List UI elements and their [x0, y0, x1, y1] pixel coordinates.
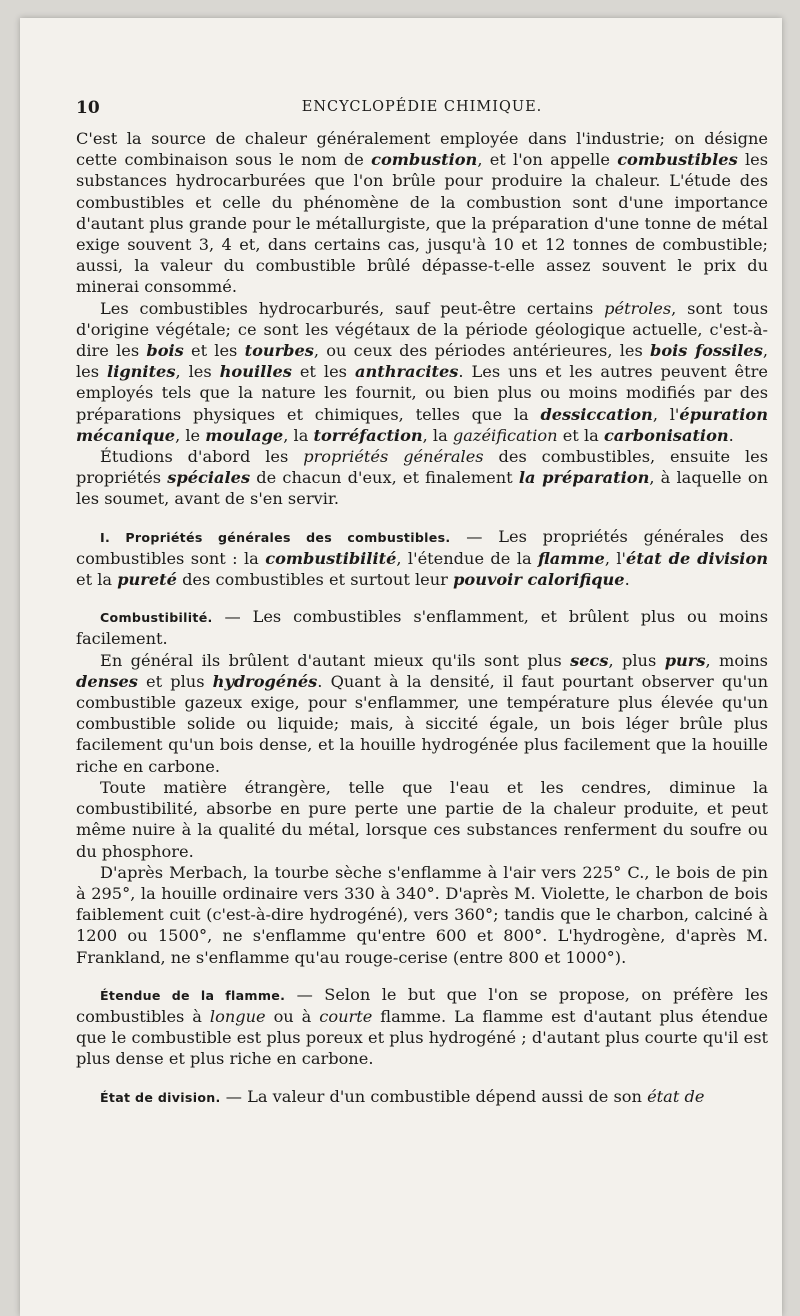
- text-run: de chacun d'eux, et finalement: [250, 468, 519, 488]
- emphasized-term: torréfaction: [313, 425, 423, 445]
- emphasized-term: combustibles: [617, 150, 738, 170]
- text-run: Étudions d'abord les: [100, 447, 304, 467]
- emphasized-term: houilles: [219, 362, 292, 382]
- emphasized-term: la préparation: [518, 468, 650, 488]
- header-title: ENCYCLOPÉDIE CHIMIQUE.: [301, 99, 543, 115]
- paragraph-p2: [76, 298, 768, 446]
- text-run: En général ils brûlent d'autant mieux qu'ils sont plus: [100, 650, 571, 670]
- emphasized-term: lignites: [107, 362, 176, 382]
- text-run: , la: [422, 425, 453, 445]
- paragraph-p8: [76, 862, 768, 968]
- text-run: .: [728, 425, 734, 445]
- italic-term: longue: [209, 1006, 266, 1026]
- emphasized-term: flamme: [538, 548, 605, 568]
- paragraph-p1: [76, 128, 768, 298]
- emphasized-term: moulage: [205, 425, 284, 445]
- italic-term: propriétés générales: [303, 447, 484, 467]
- emphasized-term: spéciales: [167, 468, 251, 488]
- paragraph-p4: [76, 526, 768, 591]
- text-run: .: [624, 570, 630, 590]
- text-run: et la: [76, 570, 118, 590]
- emphasized-term: secs: [570, 650, 609, 670]
- section-heading: Étendue de la flamme.: [100, 987, 286, 1003]
- text-run: . Quant à la densité, il faut pourtant observer qu'un combustible gazeux exige, pour s'enflammer, une température plus élevée qu'un combustible solide ou liquide; mais, à siccité égale, un bois léger brûle plus facilement qu'un bois dense, et la houille hydrogénée plus facilement que la houille riche en carbone.: [76, 671, 768, 776]
- text-run: , l': [652, 404, 680, 424]
- emphasized-term: purs: [664, 650, 706, 670]
- text-run: , l'étendue de la: [396, 548, 538, 568]
- page: [20, 18, 782, 1316]
- text-run: , l': [604, 548, 627, 568]
- section-heading: I. Propriétés générales des combustibles.: [100, 529, 451, 545]
- text-run: des combustibles et surtout leur: [176, 570, 454, 590]
- emphasized-term: pouvoir calorifique: [453, 570, 625, 590]
- emphasized-term: carbonisation: [603, 425, 729, 445]
- emphasized-term: hydrogénés: [212, 671, 318, 691]
- text-run: — La valeur d'un combustible dépend aussi de son: [220, 1086, 648, 1106]
- paragraph-p6: [76, 650, 768, 777]
- emphasized-term: épuration mécanique: [76, 404, 768, 445]
- text-run: , la: [283, 425, 314, 445]
- section-heading: Combustibilité.: [100, 610, 213, 626]
- text-run: — Les combustibles s'enflamment, et brûlent plus ou moins facilement.: [76, 607, 768, 649]
- text-run: , plus: [608, 650, 665, 670]
- text-run: des combustibles, ensuite les propriétés: [76, 447, 769, 488]
- emphasized-term: tourbes: [244, 341, 314, 361]
- text-run: , le: [175, 425, 206, 445]
- text-run: et plus: [137, 671, 213, 691]
- text-run: , et l'on appelle: [477, 150, 618, 170]
- text-run: , moins: [705, 650, 768, 670]
- paragraph-p5: [76, 606, 768, 649]
- emphasized-term: pureté: [117, 570, 177, 590]
- section-heading: État de division.: [100, 1089, 221, 1105]
- italic-term: gazéification: [452, 425, 558, 445]
- emphasized-term: combustibilité: [265, 548, 397, 568]
- text-run: et la: [557, 425, 604, 445]
- text-run: , sont tous d'origine végétale; ce sont les végétaux de la période géologique actuelle, c'est-à-dire les: [76, 298, 769, 361]
- body-text: [76, 128, 768, 1108]
- text-run: , les: [175, 362, 220, 382]
- paragraph-p7: [76, 777, 768, 862]
- emphasized-term: combustion: [371, 150, 478, 170]
- page-number: 10: [76, 98, 100, 118]
- text-run: , ou ceux des périodes antérieures, les: [313, 341, 651, 361]
- text-run: et les: [291, 362, 355, 382]
- text-run: , à laquelle on les soumet, avant de s'en servir.: [76, 468, 768, 509]
- text-run: . Les uns et les autres peuvent être employés tels que la nature les fournit, ou bien plus ou moins modifiés par des préparations physiques et chimiques, telles que la: [76, 362, 768, 424]
- text-run: ou à: [265, 1006, 320, 1026]
- text-run: — Selon le but que l'on se propose, on préfère les combustibles à: [76, 984, 769, 1026]
- text-block: [76, 98, 768, 1108]
- emphasized-term: denses: [76, 671, 138, 691]
- paragraph-p10: [76, 1086, 768, 1108]
- text-run: D'après Merbach, la tourbe sèche s'enflamme à l'air vers 225° C., le bois de pin à 295°, la houille ordinaire vers 330 à 340°. D'après M. Violette, le charbon de bois faiblement cuit (c'est-à-dire hydrogéné), vers 360°; tandis que le charbon, calciné à 1200 ou 1500°, ne s'enflamme qu'entre 600 et 800°. L'hydrogène, d'après M. Frankland, ne s'enflamme qu'au rouge-cerise (entre 800 et 1000°).: [76, 862, 768, 967]
- italic-term: état de: [647, 1086, 705, 1106]
- emphasized-term: dessiccation: [540, 404, 653, 424]
- text-run: — Les propriétés générales des combustibles sont : la: [76, 526, 768, 568]
- running-head: [76, 98, 768, 128]
- emphasized-term: état de division: [626, 548, 769, 568]
- paragraph-p3: [76, 446, 768, 510]
- text-run: flamme. La flamme est d'autant plus étendue que le combustible est plus poreux et plus hydrogéné ; d'autant plus courte qu'il est plus dense et plus riche en carbone.: [76, 1006, 768, 1069]
- text-run: les substances hydrocarburées que l'on brûle pour produire la chaleur. L'étude des combustibles et celle du phénomène de la combustion sont d'une importance d'autant plus grande pour le métallurgiste, que la préparation d'une tonne de métal exige souvent 3, 4 et, dans certains cas, jusqu'à 10 et 12 tonnes de combustible; aussi, la valeur du combustible brûlé dépasse-t-elle assez souvent le prix du minerai consommé.: [76, 150, 769, 297]
- emphasized-term: bois fossiles: [650, 341, 763, 361]
- paragraph-p9: [76, 984, 768, 1070]
- italic-term: pétroles: [604, 298, 672, 318]
- text-run: et les: [183, 341, 245, 361]
- italic-term: courte: [319, 1006, 373, 1026]
- text-run: Toute matière étrangère, telle que l'eau et les cendres, diminue la combustibilité, absorbe en pure perte une partie de la chaleur produite, et peut même nuire à la qualité du métal, lorsque ces substances renferment du soufre ou du phosphore.: [76, 777, 768, 861]
- emphasized-term: bois: [146, 341, 184, 361]
- emphasized-term: anthracites: [354, 362, 459, 382]
- text-run: C'est la source de chaleur généralement employée dans l'industrie; on désigne cette combinaison sous le nom de: [76, 129, 768, 170]
- text-run: Les combustibles hydrocarburés, sauf peut-être certains: [100, 298, 605, 318]
- text-run: , les: [76, 341, 768, 382]
